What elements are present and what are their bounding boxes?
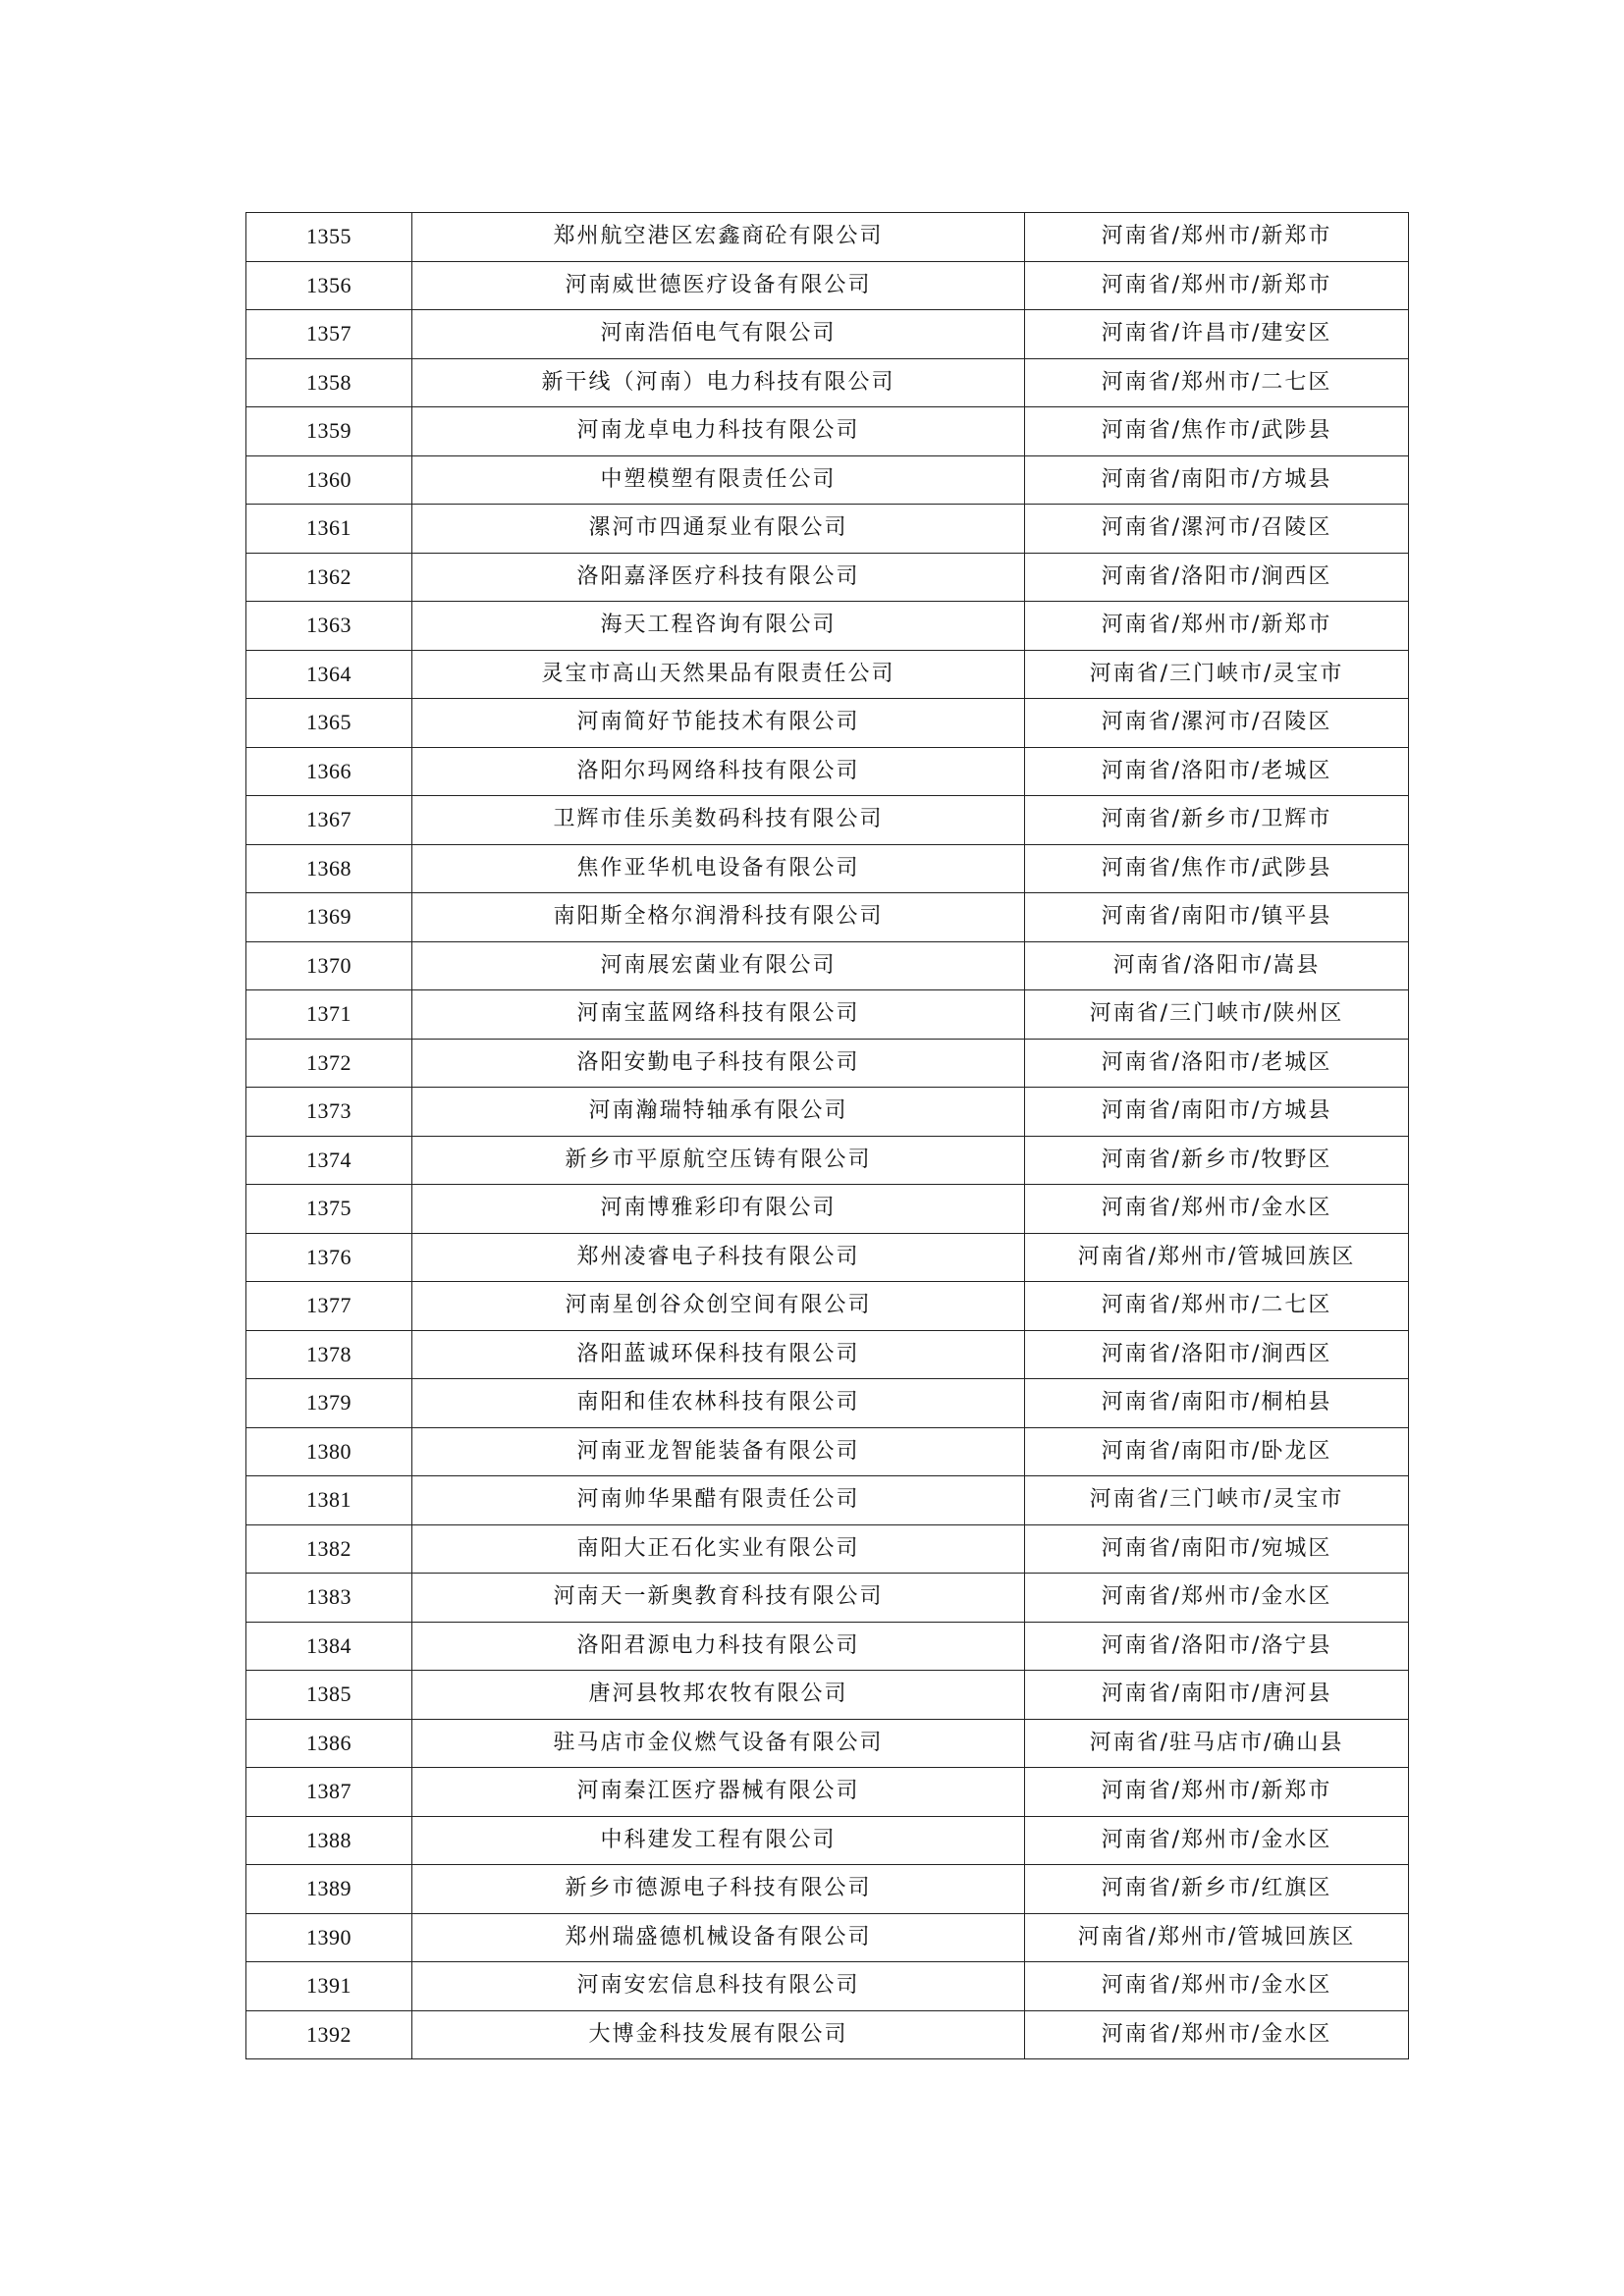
- table-row: [246, 747, 1409, 796]
- serial-number-cell: 1368: [246, 844, 412, 893]
- company-name-cell: 新干线（河南）电力科技有限公司: [412, 358, 1025, 407]
- serial-number-cell: 1381: [246, 1476, 412, 1525]
- serial-number-cell: 1387: [246, 1768, 412, 1817]
- serial-number-cell: 1365: [246, 699, 412, 748]
- table-row: [246, 1088, 1409, 1137]
- serial-number-cell: 1390: [246, 1913, 412, 1962]
- company-name-cell: 河南安宏信息科技有限公司: [412, 1962, 1025, 2011]
- company-name-cell: 灵宝市高山天然果品有限责任公司: [412, 650, 1025, 699]
- region-cell: 河南省/郑州市/管城回族区: [1025, 1233, 1409, 1282]
- table-row: [246, 1865, 1409, 1914]
- table-row: [246, 1671, 1409, 1720]
- table-row: [246, 844, 1409, 893]
- company-name-cell: 中科建发工程有限公司: [412, 1816, 1025, 1865]
- table-row: [246, 1136, 1409, 1185]
- region-cell: 河南省/郑州市/二七区: [1025, 358, 1409, 407]
- company-name-cell: 河南瀚瑞特轴承有限公司: [412, 1088, 1025, 1137]
- region-cell: 河南省/南阳市/方城县: [1025, 1088, 1409, 1137]
- region-cell: 河南省/漯河市/召陵区: [1025, 505, 1409, 554]
- company-name-cell: 卫辉市佳乐美数码科技有限公司: [412, 796, 1025, 845]
- table-row: [246, 893, 1409, 942]
- serial-number-cell: 1385: [246, 1671, 412, 1720]
- table-row: [246, 1574, 1409, 1623]
- table-row: [246, 1962, 1409, 2011]
- serial-number-cell: 1380: [246, 1427, 412, 1476]
- table-row: [246, 796, 1409, 845]
- serial-number-cell: 1379: [246, 1379, 412, 1428]
- table-row: [246, 455, 1409, 505]
- serial-number-cell: 1366: [246, 747, 412, 796]
- region-cell: 河南省/郑州市/金水区: [1025, 1816, 1409, 1865]
- region-cell: 河南省/郑州市/金水区: [1025, 1185, 1409, 1234]
- company-name-cell: 新乡市德源电子科技有限公司: [412, 1865, 1025, 1914]
- company-name-cell: 河南秦江医疗器械有限公司: [412, 1768, 1025, 1817]
- company-name-cell: 洛阳蓝诚环保科技有限公司: [412, 1330, 1025, 1379]
- serial-number-cell: 1378: [246, 1330, 412, 1379]
- table-row: [246, 1330, 1409, 1379]
- table-row: [246, 1622, 1409, 1671]
- serial-number-cell: 1359: [246, 407, 412, 456]
- company-name-cell: 河南博雅彩印有限公司: [412, 1185, 1025, 1234]
- company-name-cell: 河南简好节能技术有限公司: [412, 699, 1025, 748]
- table-row: [246, 1282, 1409, 1331]
- company-name-cell: 南阳大正石化实业有限公司: [412, 1524, 1025, 1574]
- table-row: [246, 213, 1409, 262]
- serial-number-cell: 1363: [246, 602, 412, 651]
- region-cell: 河南省/新乡市/牧野区: [1025, 1136, 1409, 1185]
- table-row: [246, 1427, 1409, 1476]
- company-name-cell: 洛阳君源电力科技有限公司: [412, 1622, 1025, 1671]
- region-cell: 河南省/洛阳市/嵩县: [1025, 941, 1409, 990]
- serial-number-cell: 1388: [246, 1816, 412, 1865]
- serial-number-cell: 1377: [246, 1282, 412, 1331]
- table-row: [246, 1185, 1409, 1234]
- region-cell: 河南省/焦作市/武陟县: [1025, 844, 1409, 893]
- region-cell: 河南省/南阳市/镇平县: [1025, 893, 1409, 942]
- region-cell: 河南省/三门峡市/灵宝市: [1025, 650, 1409, 699]
- table-row: [246, 1476, 1409, 1525]
- table-row: [246, 1719, 1409, 1768]
- company-name-cell: 海天工程咨询有限公司: [412, 602, 1025, 651]
- region-cell: 河南省/漯河市/召陵区: [1025, 699, 1409, 748]
- region-cell: 河南省/南阳市/桐柏县: [1025, 1379, 1409, 1428]
- serial-number-cell: 1370: [246, 941, 412, 990]
- serial-number-cell: 1364: [246, 650, 412, 699]
- serial-number-cell: 1389: [246, 1865, 412, 1914]
- serial-number-cell: 1373: [246, 1088, 412, 1137]
- serial-number-cell: 1355: [246, 213, 412, 262]
- serial-number-cell: 1360: [246, 455, 412, 505]
- company-list-body: [246, 213, 1409, 2059]
- table-row: [246, 1816, 1409, 1865]
- table-row: [246, 2010, 1409, 2059]
- region-cell: 河南省/南阳市/卧龙区: [1025, 1427, 1409, 1476]
- company-name-cell: 唐河县牧邦农牧有限公司: [412, 1671, 1025, 1720]
- region-cell: 河南省/三门峡市/陕州区: [1025, 990, 1409, 1040]
- serial-number-cell: 1376: [246, 1233, 412, 1282]
- serial-number-cell: 1392: [246, 2010, 412, 2059]
- serial-number-cell: 1358: [246, 358, 412, 407]
- region-cell: 河南省/新乡市/卫辉市: [1025, 796, 1409, 845]
- company-name-cell: 河南龙卓电力科技有限公司: [412, 407, 1025, 456]
- table-row: [246, 1379, 1409, 1428]
- company-name-cell: 河南帅华果醋有限责任公司: [412, 1476, 1025, 1525]
- table-row: [246, 407, 1409, 456]
- region-cell: 河南省/洛阳市/涧西区: [1025, 1330, 1409, 1379]
- company-name-cell: 洛阳安勤电子科技有限公司: [412, 1039, 1025, 1088]
- table-row: [246, 990, 1409, 1040]
- serial-number-cell: 1375: [246, 1185, 412, 1234]
- company-name-cell: 河南浩佰电气有限公司: [412, 310, 1025, 359]
- region-cell: 河南省/郑州市/二七区: [1025, 1282, 1409, 1331]
- company-name-cell: 中塑模塑有限责任公司: [412, 455, 1025, 505]
- company-name-cell: 郑州凌睿电子科技有限公司: [412, 1233, 1025, 1282]
- company-name-cell: 河南威世德医疗设备有限公司: [412, 261, 1025, 310]
- table-row: [246, 261, 1409, 310]
- company-name-cell: 河南展宏菌业有限公司: [412, 941, 1025, 990]
- company-name-cell: 大博金科技发展有限公司: [412, 2010, 1025, 2059]
- serial-number-cell: 1367: [246, 796, 412, 845]
- table-row: [246, 1524, 1409, 1574]
- region-cell: 河南省/洛阳市/涧西区: [1025, 553, 1409, 602]
- company-name-cell: 郑州瑞盛德机械设备有限公司: [412, 1913, 1025, 1962]
- table-row: [246, 1913, 1409, 1962]
- company-name-cell: 驻马店市金仪燃气设备有限公司: [412, 1719, 1025, 1768]
- table-row: [246, 1233, 1409, 1282]
- company-name-cell: 新乡市平原航空压铸有限公司: [412, 1136, 1025, 1185]
- table-row: [246, 650, 1409, 699]
- table-row: [246, 602, 1409, 651]
- table-row: [246, 505, 1409, 554]
- region-cell: 河南省/南阳市/方城县: [1025, 455, 1409, 505]
- table-row: [246, 941, 1409, 990]
- serial-number-cell: 1369: [246, 893, 412, 942]
- serial-number-cell: 1391: [246, 1962, 412, 2011]
- company-name-cell: 洛阳尔玛网络科技有限公司: [412, 747, 1025, 796]
- company-name-cell: 洛阳嘉泽医疗科技有限公司: [412, 553, 1025, 602]
- region-cell: 河南省/驻马店市/确山县: [1025, 1719, 1409, 1768]
- serial-number-cell: 1362: [246, 553, 412, 602]
- region-cell: 河南省/郑州市/新郑市: [1025, 602, 1409, 651]
- company-name-cell: 漯河市四通泵业有限公司: [412, 505, 1025, 554]
- serial-number-cell: 1357: [246, 310, 412, 359]
- table-row: [246, 310, 1409, 359]
- region-cell: 河南省/郑州市/管城回族区: [1025, 1913, 1409, 1962]
- region-cell: 河南省/南阳市/宛城区: [1025, 1524, 1409, 1574]
- serial-number-cell: 1372: [246, 1039, 412, 1088]
- region-cell: 河南省/郑州市/新郑市: [1025, 213, 1409, 262]
- region-cell: 河南省/郑州市/金水区: [1025, 1962, 1409, 2011]
- company-name-cell: 南阳和佳农林科技有限公司: [412, 1379, 1025, 1428]
- company-name-cell: 河南亚龙智能装备有限公司: [412, 1427, 1025, 1476]
- table-row: [246, 553, 1409, 602]
- serial-number-cell: 1356: [246, 261, 412, 310]
- company-name-cell: 南阳斯全格尔润滑科技有限公司: [412, 893, 1025, 942]
- region-cell: 河南省/三门峡市/灵宝市: [1025, 1476, 1409, 1525]
- serial-number-cell: 1386: [246, 1719, 412, 1768]
- company-name-cell: 郑州航空港区宏鑫商砼有限公司: [412, 213, 1025, 262]
- table-row: [246, 1039, 1409, 1088]
- company-list-table: [245, 212, 1409, 2059]
- region-cell: 河南省/南阳市/唐河县: [1025, 1671, 1409, 1720]
- region-cell: 河南省/郑州市/新郑市: [1025, 261, 1409, 310]
- serial-number-cell: 1383: [246, 1574, 412, 1623]
- region-cell: 河南省/洛阳市/老城区: [1025, 1039, 1409, 1088]
- region-cell: 河南省/新乡市/红旗区: [1025, 1865, 1409, 1914]
- company-name-cell: 焦作亚华机电设备有限公司: [412, 844, 1025, 893]
- table-row: [246, 358, 1409, 407]
- serial-number-cell: 1361: [246, 505, 412, 554]
- company-name-cell: 河南天一新奥教育科技有限公司: [412, 1574, 1025, 1623]
- company-name-cell: 河南宝蓝网络科技有限公司: [412, 990, 1025, 1040]
- region-cell: 河南省/郑州市/新郑市: [1025, 1768, 1409, 1817]
- table-row: [246, 699, 1409, 748]
- serial-number-cell: 1374: [246, 1136, 412, 1185]
- region-cell: 河南省/洛阳市/老城区: [1025, 747, 1409, 796]
- company-name-cell: 河南星创谷众创空间有限公司: [412, 1282, 1025, 1331]
- region-cell: 河南省/焦作市/武陟县: [1025, 407, 1409, 456]
- region-cell: 河南省/许昌市/建安区: [1025, 310, 1409, 359]
- region-cell: 河南省/洛阳市/洛宁县: [1025, 1622, 1409, 1671]
- region-cell: 河南省/郑州市/金水区: [1025, 1574, 1409, 1623]
- serial-number-cell: 1384: [246, 1622, 412, 1671]
- region-cell: 河南省/郑州市/金水区: [1025, 2010, 1409, 2059]
- table-row: [246, 1768, 1409, 1817]
- serial-number-cell: 1382: [246, 1524, 412, 1574]
- serial-number-cell: 1371: [246, 990, 412, 1040]
